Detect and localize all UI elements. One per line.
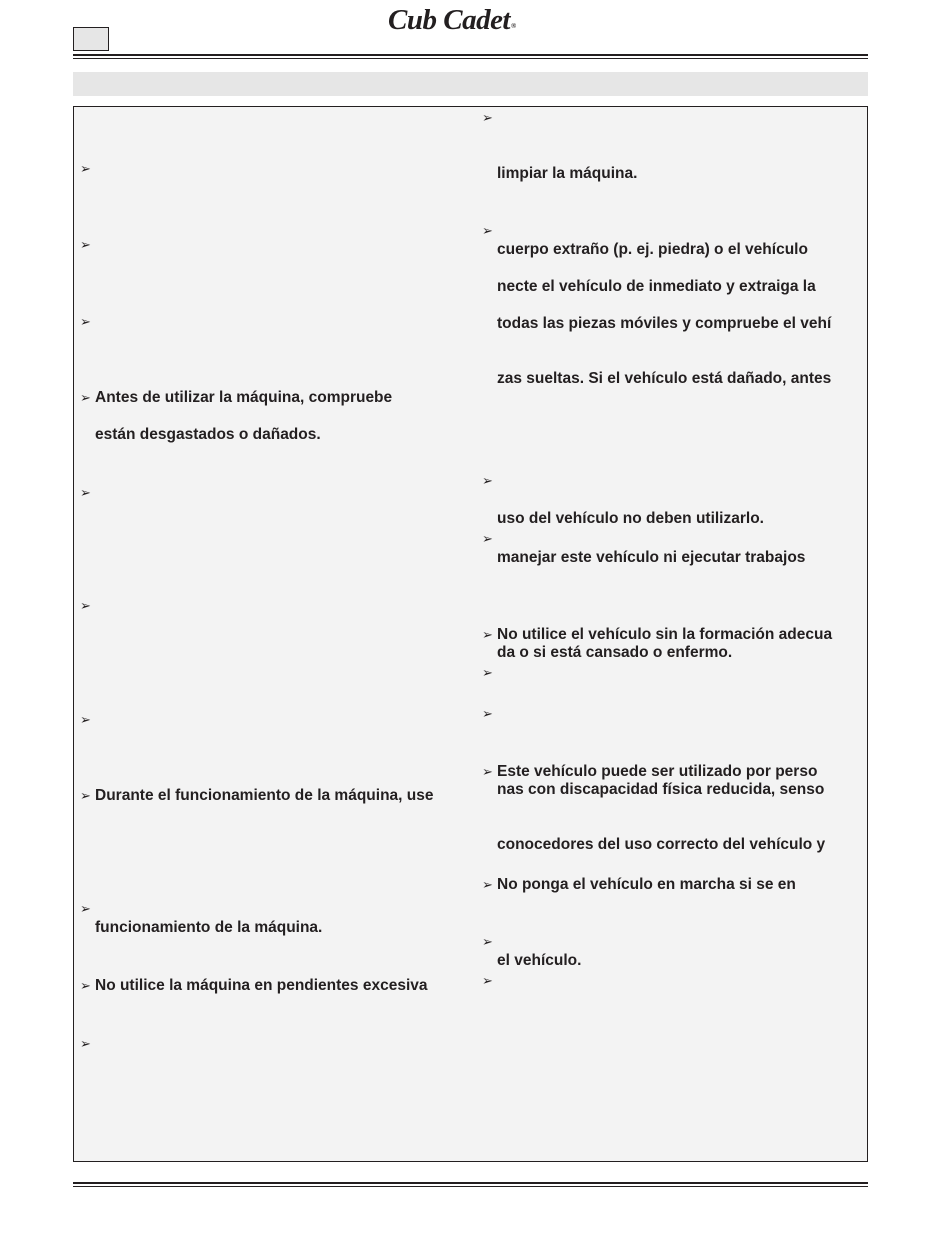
text-line: No utilice la máquina en pendientes excesiva	[95, 977, 428, 994]
header-rule	[73, 54, 868, 56]
text-line: Este vehículo puede ser utilizado por perso	[497, 763, 818, 780]
section-title-bar	[73, 72, 868, 96]
text-line: Durante el funcionamiento de la máquina, use	[95, 787, 434, 804]
arrowhead-bullet-icon: ➢	[80, 390, 91, 405]
text-line: da o si está cansado o enfermo.	[497, 644, 733, 661]
arrowhead-bullet-icon: ➢	[80, 485, 91, 500]
text-line: el vehículo.	[497, 952, 582, 969]
arrowhead-bullet-icon: ➢	[482, 764, 493, 779]
page-number-box	[73, 27, 109, 51]
arrowhead-bullet-icon: ➢	[80, 978, 91, 993]
text-line: manejar este vehículo ni ejecutar trabajos	[497, 549, 806, 566]
arrowhead-bullet-icon: ➢	[482, 627, 493, 642]
arrowhead-bullet-icon: ➢	[482, 934, 493, 949]
text-line: están desgastados o dañados.	[95, 426, 321, 443]
text-line: No utilice el vehículo sin la formación adecua	[497, 626, 833, 643]
text-line: funcionamiento de la máquina.	[95, 919, 323, 936]
text-line: uso del vehículo no deben utilizarlo.	[497, 510, 764, 527]
text-line: conocedores del uso correcto del vehículo y	[497, 836, 826, 853]
header-rule-thin	[73, 58, 868, 59]
brand-logo: Cub Cadet®	[388, 4, 516, 36]
text-line: todas las piezas móviles y compruebe el vehí	[497, 315, 832, 332]
text-line: zas sueltas. Si el vehículo está dañado, antes	[497, 370, 832, 387]
footer-rule	[73, 1182, 868, 1184]
arrowhead-bullet-icon: ➢	[482, 877, 493, 892]
arrowhead-bullet-icon: ➢	[482, 473, 493, 488]
arrowhead-bullet-icon: ➢	[482, 223, 493, 238]
text-line: cuerpo extraño (p. ej. piedra) o el vehículo	[497, 241, 808, 258]
text-line: limpiar la máquina.	[497, 165, 638, 182]
footer-rule-thin	[73, 1186, 868, 1187]
arrowhead-bullet-icon: ➢	[80, 1036, 91, 1051]
arrowhead-bullet-icon: ➢	[80, 314, 91, 329]
arrowhead-bullet-icon: ➢	[482, 973, 493, 988]
arrowhead-bullet-icon: ➢	[80, 712, 91, 727]
arrowhead-bullet-icon: ➢	[80, 161, 91, 176]
text-line: nas con discapacidad física reducida, senso	[497, 781, 825, 798]
text-line: No ponga el vehículo en marcha si se en	[497, 876, 796, 893]
arrowhead-bullet-icon: ➢	[80, 598, 91, 613]
arrowhead-bullet-icon: ➢	[482, 531, 493, 546]
arrowhead-bullet-icon: ➢	[482, 706, 493, 721]
arrowhead-bullet-icon: ➢	[482, 665, 493, 680]
arrowhead-bullet-icon: ➢	[80, 237, 91, 252]
text-line: Antes de utilizar la máquina, compruebe	[95, 389, 393, 406]
arrowhead-bullet-icon: ➢	[482, 110, 493, 125]
arrowhead-bullet-icon: ➢	[80, 901, 91, 916]
arrowhead-bullet-icon: ➢	[80, 788, 91, 803]
text-line: necte el vehículo de inmediato y extraiga la	[497, 278, 816, 295]
